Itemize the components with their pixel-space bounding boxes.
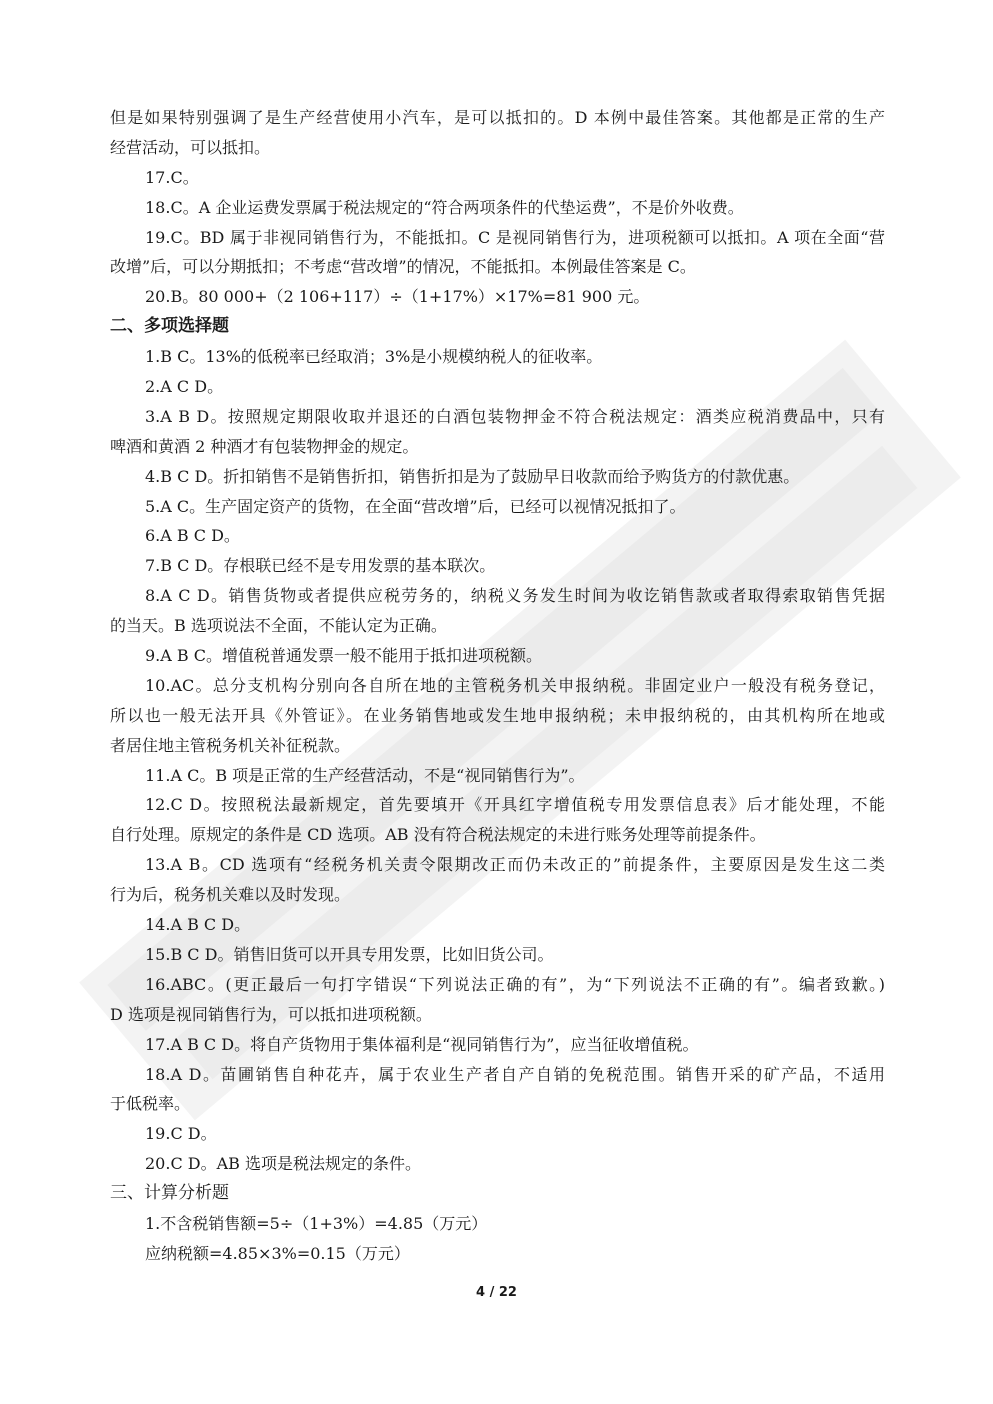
text-line: 20.B。80 000+（2 106+117）÷（1+17%）×17%=81 900 元。 (145, 287, 650, 307)
multiple-choice-answer-14 (110, 910, 885, 940)
single-choice-answer-18 (110, 193, 885, 223)
text-line: 1.B C。13%的低税率已经取消；3%是小规模纳税人的征收率。 (145, 347, 603, 367)
document-body (110, 103, 885, 1269)
text-line: 于低税率。 (110, 1094, 191, 1114)
text-line: 17.A B C D。将自产货物用于集体福利是“视同销售行为”，应当征收增值税。 (145, 1034, 699, 1054)
text-line: 19.C D。 (145, 1124, 217, 1144)
multiple-choice-answer-15 (110, 940, 885, 970)
text-line: 18.C。A 企业运费发票属于税法规定的“符合两项条件的代垫运费”，不是价外收费。 (145, 197, 744, 217)
multiple-choice-answer-20 (110, 1149, 885, 1179)
single-choice-answer-19 (110, 223, 885, 283)
text-line: 17.C。 (145, 167, 199, 187)
text-line: 9.A B C。增值税普通发票一般不能用于抵扣进项税额。 (145, 646, 542, 666)
multiple-choice-answer-16 (110, 970, 885, 1030)
text-line: 4.B C D。折扣销售不是销售折扣，销售折扣是为了鼓励早日收款而给予购货方的付款优惠。 (145, 466, 800, 486)
text-line: 15.B C D。销售旧货可以开具专用发票，比如旧货公司。 (145, 944, 554, 964)
multiple-choice-answer-19 (110, 1119, 885, 1149)
text-line: 1.不含税销售额=5÷（1+3%）=4.85（万元） (145, 1213, 488, 1233)
text-line: 7.B C D。存根联已经不是专用发票的基本联次。 (145, 556, 496, 576)
single-choice-answer-17 (110, 163, 885, 193)
calculation-answer-1 (110, 1209, 885, 1269)
single-choice-answer-20 (110, 282, 885, 312)
text-line: 啤酒和黄酒 2 种酒才有包装物押金的规定。 (110, 436, 419, 456)
text-line: 自行处理。原规定的条件是 CD 选项。AB 没有符合税法规定的未进行账务处理等前提条件。 (110, 825, 766, 845)
text-line: 3.A B D。按照规定期限收取并退还的白酒包装物押金不符合税法规定：酒类应税消费品中，只有 (145, 406, 885, 426)
multiple-choice-answer-6 (110, 521, 885, 551)
multiple-choice-answer-8 (110, 581, 885, 641)
text-line: 应纳税额=4.85×3%=0.15（万元） (145, 1243, 410, 1263)
text-line: 5.A C。生产固定资产的货物，在全面“营改增”后，已经可以视情况抵扣了。 (145, 496, 686, 516)
multiple-choice-answer-9 (110, 641, 885, 671)
text-line: D 选项是视同销售行为，可以抵扣进项税额。 (110, 1004, 432, 1024)
text-line: 10.AC。总分支机构分别向各自所在地的主管税务机关申报纳税。非固定业户一般没有税务登记， (145, 675, 885, 695)
multiple-choice-answer-10 (110, 671, 885, 761)
text-line: 16.ABC。(更正最后一句打字错误“下列说法正确的有”，为“下列说法不正确的有”。编者致歉。) (145, 974, 885, 994)
multiple-choice-answer-3 (110, 402, 885, 462)
text-line: 12.C D。按照税法最新规定，首先要填开《开具红字增值税专用发票信息表》后才能处理，不能 (145, 795, 885, 815)
multiple-choice-answer-2 (110, 372, 885, 402)
text-line: 19.C。BD 属于非视同销售行为，不能抵扣。C 是视同销售行为，进项税额可以抵扣。A 项在全面“营 (145, 227, 885, 247)
text-line: 的当天。B 选项说法不全面，不能认定为正确。 (110, 616, 447, 636)
multiple-choice-answer-17 (110, 1030, 885, 1060)
page-number: 4 / 22 (476, 1285, 517, 1300)
text-line: 6.A B C D。 (145, 526, 240, 546)
text-line: 经营活动，可以抵扣。 (110, 137, 271, 157)
text-line: 行为后，税务机关难以及时发现。 (110, 885, 351, 905)
section-heading-multiple-choice: 二、多项选择题 (110, 316, 229, 337)
text-line: 14.A B C D。 (145, 915, 251, 935)
text-line: 18.A D。苗圃销售自种花卉，属于农业生产者自产自销的免税范围。销售开采的矿产品，不适用 (145, 1064, 885, 1084)
text-line: 20.C D。AB 选项是税法规定的条件。 (145, 1154, 422, 1174)
multiple-choice-answer-11 (110, 761, 885, 791)
multiple-choice-answer-18 (110, 1060, 885, 1120)
multiple-choice-answer-13 (110, 850, 885, 910)
text-line: 改增”后，可以分期抵扣；不考虑“营改增”的情况，不能抵扣。本例最佳答案是 C。 (110, 257, 696, 277)
multiple-choice-answer-5 (110, 492, 885, 522)
single-choice-answer-16-continued (110, 103, 885, 163)
text-line: 2.A C D。 (145, 377, 224, 397)
multiple-choice-answer-1 (110, 342, 885, 372)
text-line: 13.A B。CD 选项有“经税务机关责令限期改正而仍未改正的”前提条件，主要原因是发生这二类 (145, 855, 885, 875)
text-line: 8.A C D。销售货物或者提供应税劳务的，纳税义务发生时间为收讫销售款或者取得索取销售凭据 (145, 586, 885, 606)
text-line: 者居住地主管税务机关补征税款。 (110, 735, 351, 755)
text-line: 11.A C。B 项是正常的生产经营活动，不是“视同销售行为”。 (145, 765, 585, 785)
multiple-choice-answer-12 (110, 790, 885, 850)
section-heading-calculation: 三、计算分析题 (110, 1183, 229, 1204)
multiple-choice-answer-4 (110, 462, 885, 492)
multiple-choice-answer-7 (110, 551, 885, 581)
text-line: 所以也一般无法开具《外管证》。在业务销售地或发生地申报纳税；未申报纳税的，由其机构所在地或 (110, 705, 885, 725)
text-line: 但是如果特别强调了是生产经营使用小汽车，是可以抵扣的。D 本例中最佳答案。其他都是正常的生产 (110, 108, 885, 127)
